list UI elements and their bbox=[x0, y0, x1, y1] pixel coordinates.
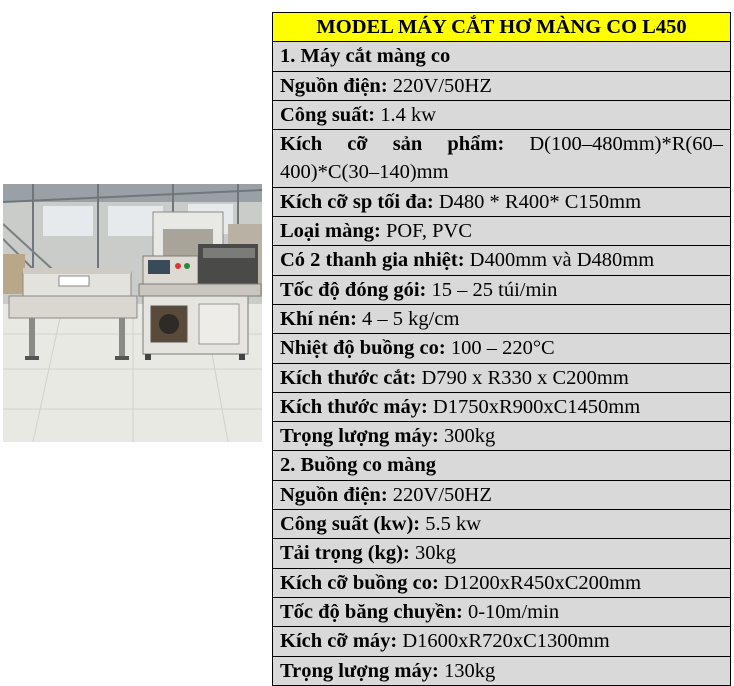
spec-cell bbox=[273, 627, 731, 656]
spec-value: D(100–480mm)*R(60–400)*C(30–140)mm bbox=[280, 133, 723, 184]
spec-value: 30kg bbox=[409, 542, 456, 565]
spec-value: D1750xR900xC1450mm bbox=[427, 395, 641, 418]
spec-value: D480 * R400* C150mm bbox=[433, 190, 642, 213]
spec-row bbox=[273, 510, 731, 539]
spec-label: Khí nén: bbox=[280, 307, 357, 330]
spec-row bbox=[273, 480, 731, 509]
spec-row bbox=[273, 304, 731, 333]
spec-cell bbox=[273, 392, 731, 421]
spec-cell bbox=[273, 568, 731, 597]
spec-cell bbox=[273, 275, 731, 304]
spec-row bbox=[273, 627, 731, 656]
spec-cell bbox=[273, 422, 731, 451]
spec-value: D790 x R330 x C200mm bbox=[416, 366, 629, 389]
spec-value: 5.5 kw bbox=[420, 513, 482, 536]
spec-label: Nhiệt độ buồng co: bbox=[280, 337, 446, 360]
section-heading-row bbox=[273, 42, 731, 71]
spec-cell bbox=[273, 510, 731, 539]
spec-cell bbox=[273, 656, 731, 685]
spec-cell bbox=[273, 334, 731, 363]
spec-value: 15 – 25 túi/min bbox=[426, 278, 558, 301]
spec-label: Kích cỡ sản phẩm: bbox=[280, 133, 505, 156]
spec-value: POF, PVC bbox=[380, 220, 473, 243]
spec-value: D1200xR450xC200mm bbox=[438, 571, 642, 594]
spec-label: Kích cỡ sp tối đa: bbox=[280, 190, 434, 213]
spec-cell bbox=[273, 187, 731, 216]
spec-row bbox=[273, 422, 731, 451]
spec-label: Nguồn điện: bbox=[280, 74, 388, 97]
spec-cell bbox=[273, 480, 731, 509]
spec-label: Trọng lượng máy: bbox=[280, 425, 439, 448]
spec-label: Tải trọng (kg): bbox=[280, 542, 410, 565]
spec-label: Công suất: bbox=[280, 103, 376, 126]
spec-label: Trọng lượng máy: bbox=[280, 659, 439, 682]
spec-row bbox=[273, 363, 731, 392]
spec-row bbox=[273, 334, 731, 363]
spec-cell bbox=[273, 363, 731, 392]
machine-photo bbox=[3, 184, 262, 442]
spec-row bbox=[273, 275, 731, 304]
spec-label: Tốc độ băng chuyền: bbox=[280, 600, 463, 623]
section-heading-row bbox=[273, 451, 731, 480]
spec-label: Công suất (kw): bbox=[280, 513, 421, 536]
spec-label: Kích cỡ buồng co: bbox=[280, 571, 439, 594]
spec-label: Loại màng: bbox=[280, 220, 381, 243]
spec-label: Kích thước cắt: bbox=[280, 366, 417, 389]
spec-label: Có 2 thanh gia nhiệt: bbox=[280, 249, 465, 272]
table-title-row bbox=[273, 13, 731, 42]
spec-cell bbox=[273, 100, 731, 129]
spec-row bbox=[273, 392, 731, 421]
spec-row bbox=[273, 568, 731, 597]
spec-row bbox=[273, 130, 731, 188]
spec-label: Tốc độ đóng gói: bbox=[280, 278, 427, 301]
spec-cell bbox=[273, 539, 731, 568]
shrink-wrap-machine-image bbox=[3, 184, 262, 442]
section-heading: 1. Máy cắt màng co bbox=[273, 42, 731, 71]
spec-cell bbox=[273, 130, 731, 188]
spec-value: 220V/50HZ bbox=[387, 483, 492, 506]
section-heading: 2. Buồng co màng bbox=[273, 451, 731, 480]
spec-row bbox=[273, 246, 731, 275]
spec-row bbox=[273, 100, 731, 129]
spec-body bbox=[273, 42, 731, 686]
spec-row bbox=[273, 217, 731, 246]
spec-table bbox=[272, 12, 731, 686]
spec-row bbox=[273, 71, 731, 100]
spec-row bbox=[273, 597, 731, 626]
spec-cell bbox=[273, 246, 731, 275]
spec-value: D400mm và D480mm bbox=[464, 249, 655, 272]
spec-value: 1.4 kw bbox=[375, 103, 437, 126]
spec-cell bbox=[273, 217, 731, 246]
spec-row bbox=[273, 187, 731, 216]
spec-value: 300kg bbox=[438, 425, 496, 448]
spec-label: Kích thước máy: bbox=[280, 395, 428, 418]
spec-value: 4 – 5 kg/cm bbox=[356, 307, 460, 330]
spec-value: 100 – 220°C bbox=[445, 337, 555, 360]
spec-label: Kích cỡ máy: bbox=[280, 630, 398, 653]
spec-cell bbox=[273, 597, 731, 626]
spec-label: Nguồn điện: bbox=[280, 483, 388, 506]
spec-row bbox=[273, 539, 731, 568]
table-title: MODEL MÁY CẮT HƠ MÀNG CO L450 bbox=[273, 13, 731, 42]
spec-row bbox=[273, 656, 731, 685]
spec-cell bbox=[273, 304, 731, 333]
spec-value: 0-10m/min bbox=[462, 600, 560, 623]
spec-cell bbox=[273, 71, 731, 100]
spec-value: 220V/50HZ bbox=[387, 74, 492, 97]
spec-value: 130kg bbox=[438, 659, 496, 682]
spec-value: D1600xR720xC1300mm bbox=[397, 630, 610, 653]
